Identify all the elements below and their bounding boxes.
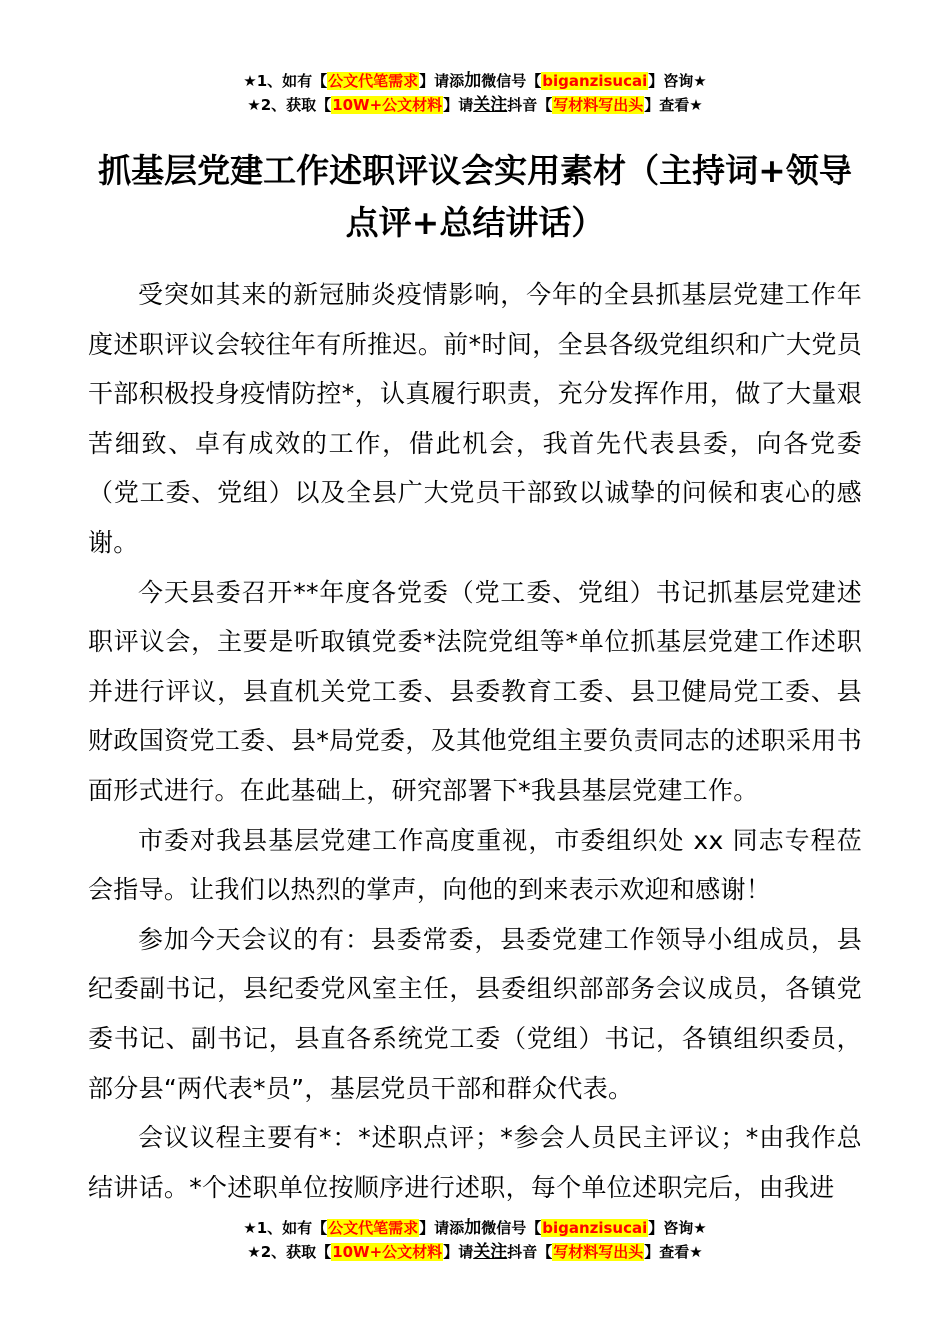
promo-text: 】咨询★ bbox=[648, 72, 707, 90]
body-paragraph: 受突如其来的新冠肺炎疫情影响，今年的全县抓基层党建工作年度述职评议会较往年有所推迟。前*时间，全县各级党组织和广大党员干部积极投身疫情防控*，认真履行职责，充分发挥作用，做了大量艰苦细致、卓有成效的工作，借此机会，我首先代表县委，向各党委（党工委、党组）以及全县广大党员干部致以诚挚的问候和衷心的感谢。 bbox=[88, 280, 862, 557]
promo-line-2 bbox=[0, 93, 950, 117]
promo-text: 加 bbox=[464, 71, 482, 91]
promo-line-1 bbox=[0, 1216, 950, 1240]
promo-text: 微信号【 bbox=[481, 1219, 542, 1237]
body-paragraph: 会议议程主要有*：*述职点评；*参会人员民主评议；*由我作总结讲话。*个述职单位按顺序进行述职，每个单位述职完后，由我进 bbox=[88, 1123, 862, 1202]
document-title: 抓基层党建工作述职评议会实用素材（主持词+领导点评+总结讲话） bbox=[98, 151, 852, 242]
promo-wechat-id: biganzisucai bbox=[542, 1219, 648, 1237]
promo-text: 抖音【 bbox=[507, 1243, 553, 1261]
promo-text: ★2、获取【 bbox=[247, 1243, 332, 1261]
promo-text: 关注 bbox=[473, 1242, 508, 1262]
body-paragraph: 参加今天会议的有：县委常委，县委党建工作领导小组成员，县纪委副书记，县纪委党风室主任，县委组织部部务会议成员，各镇党委书记、副书记，县直各系统党工委（党组）书记，各镇组织委员，部分县“两代表*员”，基层党员干部和群众代表。 bbox=[88, 924, 862, 1103]
promo-highlight: 10W+公文材料 bbox=[332, 96, 443, 114]
promo-text: 关注 bbox=[473, 95, 508, 115]
promo-text: ★2、获取【 bbox=[247, 96, 332, 114]
promo-text: 】请 bbox=[443, 96, 474, 114]
promo-line-1 bbox=[0, 69, 950, 93]
body-paragraph: 市委对我县基层党建工作高度重视，市委组织处 xx 同志专程莅会指导。让我们以热烈的掌声，向他的到来表示欢迎和感谢！ bbox=[88, 825, 862, 905]
document-body bbox=[88, 270, 862, 1212]
promo-text: 微信号【 bbox=[481, 72, 542, 90]
promo-wechat-id: biganzisucai bbox=[542, 72, 648, 90]
promo-banner-bottom bbox=[0, 1216, 950, 1264]
promo-text: 】咨询★ bbox=[648, 1219, 707, 1237]
promo-text: 】查看★ bbox=[644, 96, 703, 114]
promo-highlight: 10W+公文材料 bbox=[332, 1243, 443, 1261]
promo-text: 】请添 bbox=[419, 1219, 465, 1237]
promo-text: ★1、如有【 bbox=[243, 72, 328, 90]
promo-text: 抖音【 bbox=[507, 96, 553, 114]
promo-text: 】查看★ bbox=[644, 1243, 703, 1261]
promo-banner-top bbox=[0, 69, 950, 117]
body-paragraph: 今天县委召开**年度各党委（党工委、党组）书记抓基层党建述职评议会，主要是听取镇党委*法院党组等*单位抓基层党建工作述职并进行评议，县直机关党工委、县委教育工委、县卫健局党工委、县财政国资党工委、县*局党委，及其他党组主要负责同志的述职采用书面形式进行。在此基础上，研究部署下*我县基层党建工作。 bbox=[88, 577, 862, 805]
promo-text: 】请添 bbox=[419, 72, 465, 90]
promo-text: ★1、如有【 bbox=[243, 1219, 328, 1237]
promo-highlight: 公文代笔需求 bbox=[328, 1219, 419, 1237]
promo-highlight: 公文代笔需求 bbox=[328, 72, 419, 90]
promo-text: 】请 bbox=[443, 1243, 474, 1261]
promo-douyin-id: 写材料写出头 bbox=[553, 96, 644, 114]
promo-douyin-id: 写材料写出头 bbox=[553, 1243, 644, 1261]
promo-text: 加 bbox=[464, 1218, 482, 1238]
promo-line-2 bbox=[0, 1240, 950, 1264]
